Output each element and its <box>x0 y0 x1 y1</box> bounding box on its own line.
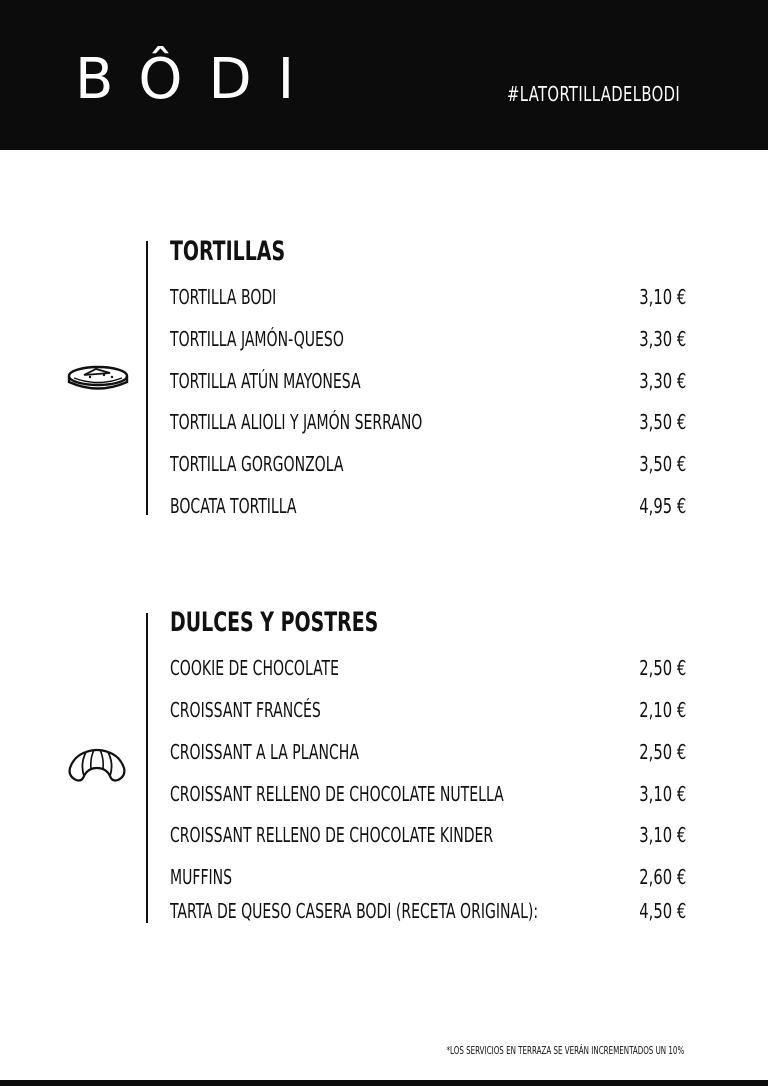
item-price: 3,50 € <box>639 410 686 434</box>
item-name: TORTILLA ATÚN MAYONESA <box>170 369 361 393</box>
item-price: 3,10 € <box>639 285 686 309</box>
item-price: 2,10 € <box>639 698 686 722</box>
menu-item <box>0 494 768 524</box>
item-name: MUFFINS <box>170 865 233 889</box>
item-name: COOKIE DE CHOCOLATE <box>170 656 339 680</box>
item-price: 2,50 € <box>639 740 686 764</box>
section-title: TORTILLAS <box>170 236 286 267</box>
menu-item <box>0 782 768 812</box>
item-price: 3,30 € <box>639 327 686 351</box>
menu-item <box>0 452 768 482</box>
hashtag-label: #LATORTILLADELBODI <box>506 82 680 106</box>
item-price: 3,30 € <box>639 369 686 393</box>
menu-item <box>0 740 768 770</box>
header-bar <box>0 0 768 150</box>
item-name: TORTILLA JAMÓN-QUESO <box>170 327 344 351</box>
item-price: 2,50 € <box>639 656 686 680</box>
item-name: CROISSANT RELLENO DE CHOCOLATE NUTELLA <box>170 782 504 806</box>
bottom-border <box>0 1080 768 1086</box>
item-price: 2,60 € <box>639 865 686 889</box>
item-name: CROISSANT A LA PLANCHA <box>170 740 359 764</box>
item-price: 4,50 € <box>639 899 686 923</box>
item-price: 3,50 € <box>639 452 686 476</box>
menu-item <box>0 369 768 399</box>
item-name: TARTA DE QUESO CASERA BODI (RECETA ORIGINAL): <box>170 899 539 923</box>
menu-item <box>0 823 768 853</box>
menu-item <box>0 410 768 440</box>
item-name: CROISSANT FRANCÉS <box>170 698 321 722</box>
menu-item <box>0 865 768 895</box>
section-title: DULCES Y POSTRES <box>170 607 379 638</box>
terrace-surcharge-footnote: *LOS SERVICIOS EN TERRAZA SE VERÁN INCREMENTADOS UN 10% <box>446 1044 684 1057</box>
item-name: TORTILLA GORGONZOLA <box>170 452 344 476</box>
item-name: CROISSANT RELLENO DE CHOCOLATE KINDER <box>170 823 494 847</box>
item-name: BOCATA TORTILLA <box>170 494 297 518</box>
brand-logo: BÔDI <box>75 47 321 112</box>
item-name: TORTILLA ALIOLI Y JAMÓN SERRANO <box>170 410 423 434</box>
item-price: 3,10 € <box>639 782 686 806</box>
menu-item <box>0 327 768 357</box>
menu-item <box>0 285 768 315</box>
item-name: TORTILLA BODI <box>170 285 277 309</box>
item-price: 3,10 € <box>639 823 686 847</box>
menu-item <box>0 698 768 728</box>
menu-item <box>0 656 768 686</box>
menu-item <box>0 899 768 929</box>
item-price: 4,95 € <box>639 494 686 518</box>
